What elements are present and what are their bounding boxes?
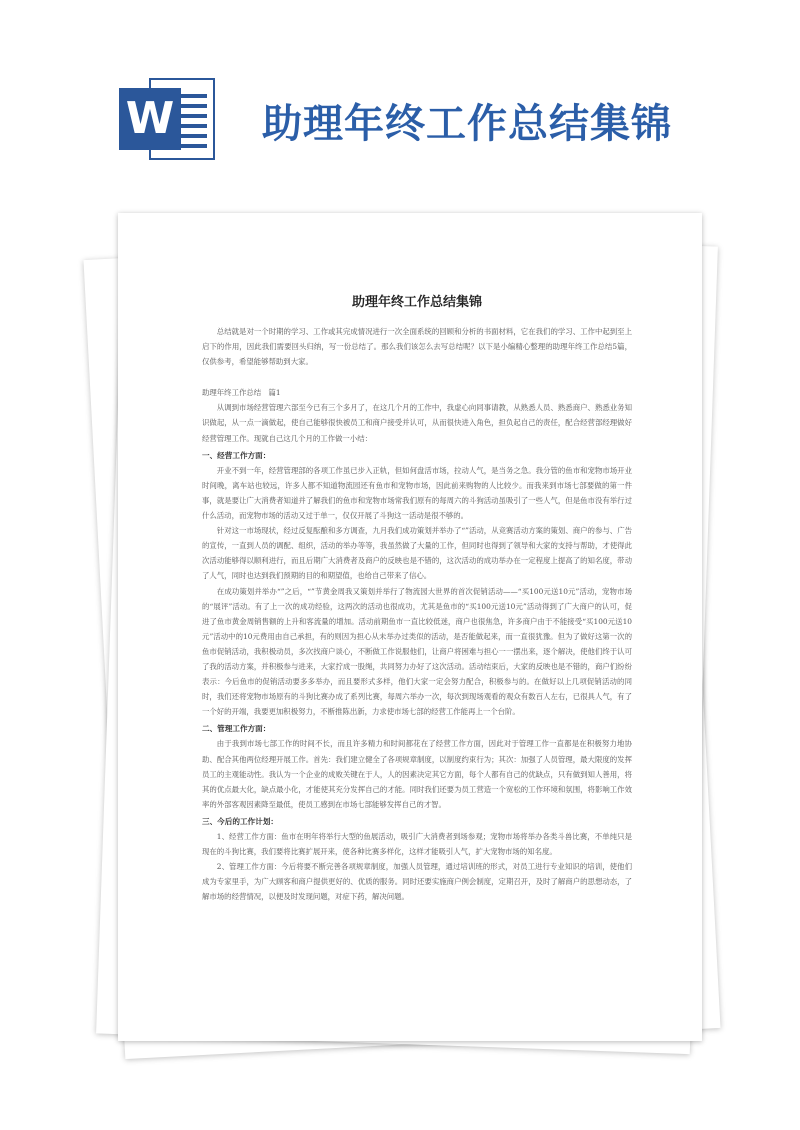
paragraph-4: 在成功策划并举办“”之后，“”节黄金周我又策划并举行了物流园大世界的首次促销活动——“买100元送10元”活动，宠物市场的“展评”活动。有了上一次的成功经验，这两次的活动也很成功，尤其是鱼市的“买100元送10元”活动得到了广大商户的认可，促进了鱼市黄金周销售额的上升和客流量的增加。活动前期鱼市一直比较低迷，商户也很焦急，许多商户由于不能接受“买100元送10元”活动中的10元费用由自己承担，有的则因为担心从未举办过类似的活动，是否能做起来，而一直很犹豫。但为了做好这第一次的鱼市促销活动，我积极动员，多次找商户谈心，不断做工作说服他们，让商户将困难与担心一一摆出来，逐个解决，使他们终于认可了我的活动方案，并积极参与进来，大家拧成一股绳，共同努力办好了这次活动。活动结束后，大家的反映也是不错的，商户们纷纷表示：今后鱼市的促销活动要多多举办，而且要形式多样，他们大家一定会努力配合，积极参与的。在做好以上几项促销活动的同时，我们还将宠物市场原有的斗狗比赛办成了系列比赛，每周六举办一次，每次到现场观看的观众有数百人左右，已很具人气，有了一个好的开端，我要更加积极努力，不断推陈出新，力求使市场七部的经营工作能再上一个台阶。 — [202, 586, 632, 717]
paragraph-3: 针对这一市场现状，经过反复酝酿和多方调查，九月我们成功策划并举办了“”活动，从竞赛活动方案的策划、商户的参与、广告的宣传，一直到人员的调配、组织，活动的举办等等，我虽然做了大量的工作，但同时也得到了领导和大家的支持与帮助，才使得此次活动能够得以顺利进行，而且后期广大消费者及商户的反映也是不错的，这次活动的成功举办在一定程度上提高了的知名度，带动了人气，同时也达到我们预期的目的和期望值，也给自己带来了信心。 — [202, 526, 632, 581]
document-title: 助理年终工作总结集锦 — [351, 295, 482, 310]
intro-paragraph: 总结就是对一个时期的学习、工作或其完成情况进行一次全面系统的回顾和分析的书面材料，它在我们的学习、工作中起到至上启下的作用，因此我们需要回头归纳，写一份总结了。那么我们该怎么去写总结呢？以下是小编精心整理的助理年终工作总结5篇，仅供参考，希望能够帮助到大家。 — [202, 327, 632, 367]
header — [0, 0, 800, 190]
word-letter-tile: W — [119, 88, 181, 150]
paragraph-1: 从调到市场经营管理六部至今已有三个多月了，在这几个月的工作中，我虚心向同事请教，从熟悉人员、熟悉商户、熟悉业务知识做起，从一点一滴做起，使自己能够很快被员工和商户接受并认可，从而很快进入角色，担负起自己的责任，配合经营部经理做好经营管理工作。现就自己这几个月的工作做一小结： — [202, 403, 632, 443]
paragraph-2: 开业不到一年，经营管理部的各项工作虽已步入正轨，但如何盘活市场，拉动人气，是当务之急。我分管的鱼市和宠物市场开业时间晚，离车站也较远，许多人都不知道物流园还有鱼市和宠物市场，因此前来购物的人比较少。而我来到市场七部要做的第一件事，就是要让广大消费者知道并了解我们的鱼市和宠物市场常我们原有的每周六的斗狗活动虽吸引了一些人气，但是鱼市没有举行过什么活动，而宠物市场的活动又过于单一，仅仅开展了斗狗这一活动是很不够的。 — [202, 465, 632, 521]
paragraph-5: 由于我到市场七部工作的时间不长，而且许多精力和时间都花在了经营工作方面，因此对于管理工作一直都是在积极努力地协助、配合其他两位经理开展工作。首先：我们建立健全了各项规章制度，以制度约束行为；其次：加强了人员管理，最大限度的发挥员工的主观能动性。我认为一个企业的成败关键在于人，人的因素决定其它方面，每个人都有自己的优缺点，只有做到知人善用，将其的优点最大化，缺点最小化，才能使其充分发挥自己的才能。同时我们还要为员工营造一个宽松的工作环境和氛围，将影响工作效率的外部客观因素降至最低，使员工感到在市场七部能够发挥自己的才智。 — [202, 739, 632, 809]
word-document-icon — [113, 68, 223, 168]
heading-management: 二、管理工作方面： — [202, 724, 271, 734]
document-page — [118, 213, 702, 1041]
page-title: 助理年终工作总结集锦 — [262, 101, 672, 147]
paragraph-7: 2、管理工作方面：今后将要不断完善各项规章制度，加强人员管理，通过培训班的形式，对员工进行专业知识的培训，使他们成为专家里手，为广大顾客和商户提供更好的、优质的服务。同时还要实施商户例会制度，定期召开，及时了解商户的思想动态，了解市场的经营情况，以便及时发现问题，对症下药，解决问题。 — [202, 862, 632, 902]
paragraph-6: 1、经营工作方面：鱼市在明年将举行大型的鱼展活动，吸引广大消费者到场参观；宠物市场将举办各类斗兽比赛，不单纯只是现在的斗狗比赛，我们要将比赛扩展开来，使各种比赛多样化，这样才能吸引人气，扩大宠物市场的知名度。 — [202, 832, 632, 857]
section-label: 助理年终工作总结 篇1 — [202, 388, 281, 398]
heading-plan: 三、今后的工作计划： — [202, 816, 278, 826]
heading-operations: 一、经营工作方面： — [202, 450, 271, 460]
